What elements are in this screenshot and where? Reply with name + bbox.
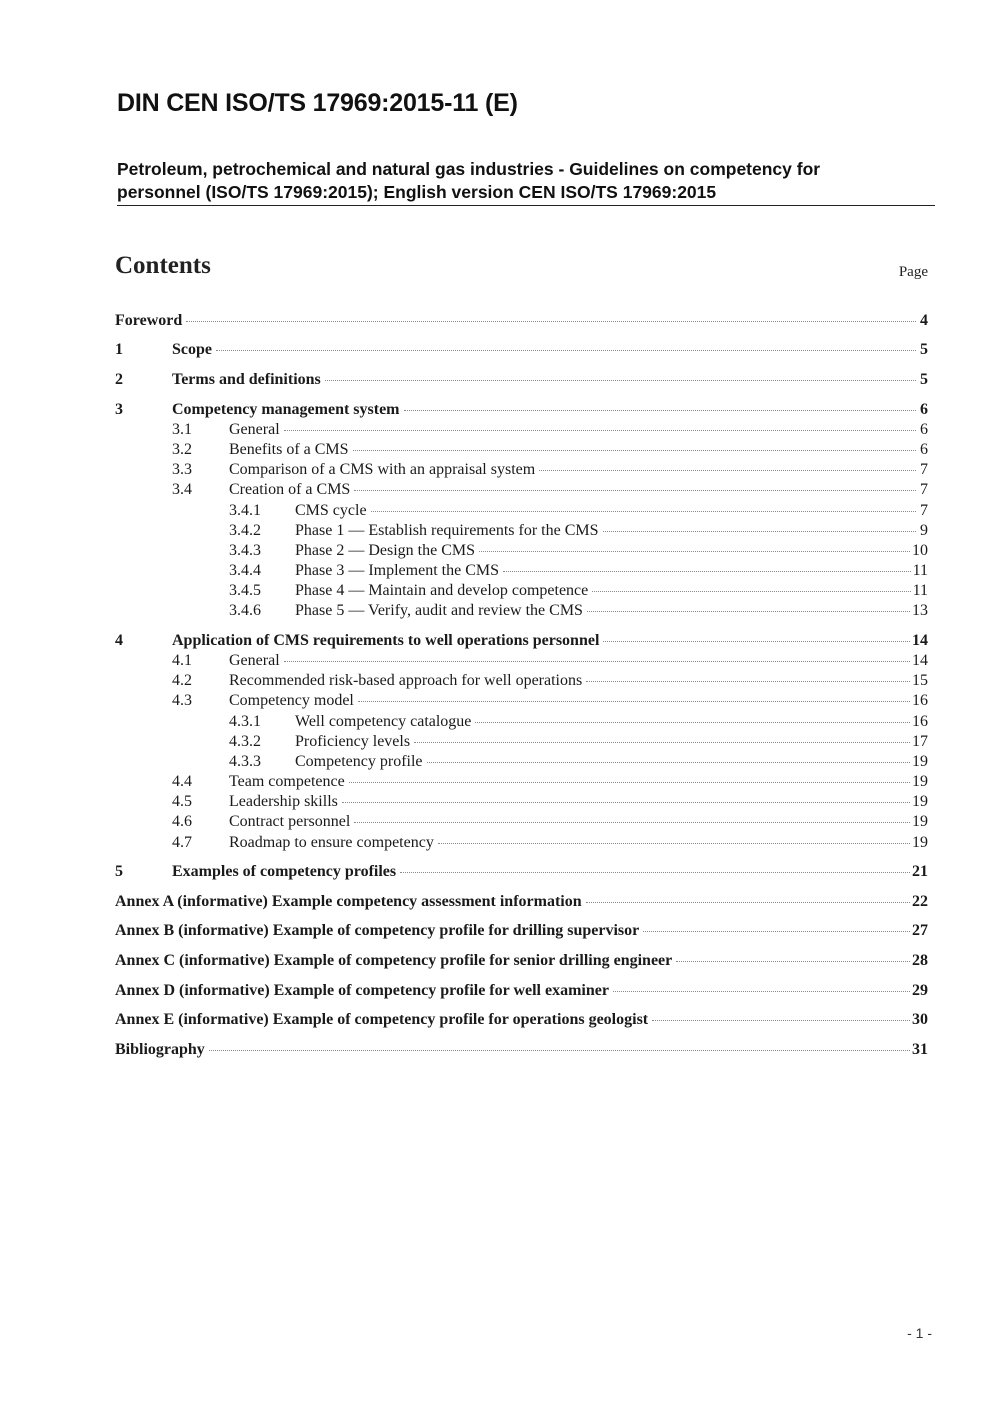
toc-entry-title	[295, 561, 501, 581]
toc-title-text: Recommended risk-based approach for well operations	[229, 672, 583, 689]
dot-leader	[592, 591, 910, 592]
dot-leader	[603, 641, 910, 642]
dot-leader	[427, 762, 910, 763]
toc-title-text: Well competency catalogue	[295, 713, 472, 730]
toc-entry[interactable]	[0, 951, 992, 971]
toc-title-text: Roadmap to ensure competency	[229, 834, 434, 851]
toc-entry-page: 22	[912, 893, 928, 910]
toc-title-text: Phase 1 — Establish requirements for the CMS	[295, 522, 599, 539]
toc-title-text: Phase 5 — Verify, audit and review the CMS	[295, 602, 583, 619]
toc-entry-title	[229, 440, 351, 460]
toc-title-text: Comparison of a CMS with an appraisal system	[229, 461, 536, 478]
toc-entry-page: 16	[912, 692, 928, 709]
toc-entry-page: 19	[912, 834, 928, 851]
toc-entry-page: 19	[912, 793, 928, 810]
toc-entry-title	[229, 651, 282, 671]
toc-entry-number: 3.3	[172, 461, 192, 478]
subtitle-line-1: Petroleum, petrochemical and natural gas industries - Guidelines on competency for	[117, 159, 821, 179]
dot-leader	[613, 991, 910, 992]
toc-title-text: General	[229, 421, 280, 438]
toc-title-text: Proficiency levels	[295, 733, 411, 750]
toc-entry-number: 4.2	[172, 672, 192, 689]
dot-leader	[284, 661, 910, 662]
page-number: - 1 -	[907, 1325, 932, 1341]
toc-entry-title	[172, 370, 323, 390]
toc-entry-title	[115, 892, 584, 912]
dot-leader	[216, 350, 916, 351]
toc-entry-title	[172, 340, 214, 360]
toc-entry-number: 5	[115, 863, 123, 880]
toc-entry[interactable]	[0, 921, 992, 941]
toc-entry-page: 19	[912, 813, 928, 830]
toc-title-text: Team competence	[229, 773, 345, 790]
annex-title: Example competency assessment information	[271, 893, 582, 910]
toc-entry[interactable]	[0, 440, 992, 460]
toc-entry-number: 4.3.2	[229, 733, 261, 750]
toc-entry-page: 31	[912, 1041, 928, 1058]
dot-leader	[209, 1050, 910, 1051]
dot-leader	[349, 782, 910, 783]
toc-entry-page: 27	[912, 922, 928, 939]
toc-entry[interactable]	[0, 792, 992, 812]
toc-entry-page: 7	[920, 481, 928, 498]
dot-leader	[676, 961, 910, 962]
toc-entry-page: 14	[912, 652, 928, 669]
annex-label: Annex A (informative)	[115, 893, 268, 910]
toc-entry[interactable]	[0, 772, 992, 792]
toc-entry-title	[172, 862, 398, 882]
dot-leader	[586, 681, 910, 682]
dot-leader	[325, 380, 916, 381]
document-subtitle	[117, 158, 935, 204]
toc-entry-title	[295, 752, 425, 772]
toc-entry-title	[229, 792, 340, 812]
toc-title-text: General	[229, 652, 280, 669]
toc-entry[interactable]	[0, 671, 992, 691]
dot-leader	[404, 410, 916, 411]
toc-entry-number: 4.3	[172, 692, 192, 709]
annex-title: Example of competency profile for drilling supervisor	[272, 922, 640, 939]
toc-entry-title	[172, 400, 402, 420]
toc-entry-title	[229, 671, 584, 691]
toc-title-text: Contract personnel	[229, 813, 351, 830]
annex-label: Annex E (informative)	[115, 1011, 269, 1028]
toc-entry-page: 5	[920, 371, 928, 388]
annex-title: Example of competency profile for well examiner	[273, 982, 609, 999]
dot-leader	[652, 1020, 910, 1021]
toc-entry[interactable]	[0, 581, 992, 601]
toc-entry-page: 11	[912, 562, 928, 579]
toc-entry-number: 2	[115, 371, 123, 388]
toc-entry[interactable]	[0, 340, 992, 360]
page-column-label: Page	[898, 264, 928, 280]
annex-label: Annex C (informative)	[115, 952, 270, 969]
dot-leader	[354, 822, 910, 823]
toc-entry-page: 15	[912, 672, 928, 689]
toc-title-text: Competency profile	[295, 753, 423, 770]
toc-entry-page: 10	[912, 542, 928, 559]
toc-entry-number: 3.4.3	[229, 542, 261, 559]
toc-entry[interactable]	[0, 480, 992, 500]
toc-entry-number: 4.5	[172, 793, 192, 810]
toc-entry-number: 3.2	[172, 441, 192, 458]
toc-entry[interactable]	[0, 691, 992, 711]
annex-title: Example of competency profile for senior drilling engineer	[273, 952, 673, 969]
toc-entry-page: 6	[920, 441, 928, 458]
toc-entry[interactable]	[0, 833, 992, 853]
toc-entry-page: 6	[920, 401, 928, 418]
toc-entry-number: 3.4.4	[229, 562, 261, 579]
toc-entry-page: 19	[912, 773, 928, 790]
toc-entry[interactable]	[0, 311, 992, 331]
toc-entry-title	[295, 601, 585, 621]
subtitle-line-2: personnel (ISO/TS 17969:2015); English version CEN ISO/TS 17969:2015	[117, 182, 717, 202]
toc-entry-page: 4	[920, 312, 928, 329]
annex-label: Annex B (informative)	[115, 922, 269, 939]
toc-title-text: Creation of a CMS	[229, 481, 351, 498]
toc-entry-page: 11	[912, 582, 928, 599]
toc-title-text: Competency model	[229, 692, 354, 709]
dot-leader	[186, 321, 916, 322]
dot-leader	[354, 490, 916, 491]
toc-entry[interactable]	[0, 400, 992, 420]
toc-entry[interactable]	[0, 1010, 992, 1030]
toc-entry[interactable]	[0, 601, 992, 621]
toc-entry[interactable]	[0, 752, 992, 772]
toc-entry[interactable]	[0, 812, 992, 832]
toc-title-text: Examples of competency profiles	[172, 863, 397, 880]
toc-title-text: Application of CMS requirements to well operations personnel	[172, 632, 600, 649]
dot-leader	[353, 450, 916, 451]
toc-title-text: Phase 3 — Implement the CMS	[295, 562, 499, 579]
toc-entry[interactable]	[0, 1040, 992, 1060]
toc-title-text: Scope	[172, 341, 212, 358]
dot-leader	[587, 611, 910, 612]
toc-entry-page: 19	[912, 753, 928, 770]
toc-entry-number: 3.4.5	[229, 582, 261, 599]
dot-leader	[643, 931, 910, 932]
toc-entry-page: 17	[912, 733, 928, 750]
toc-entry-title	[229, 691, 356, 711]
toc-entry-title	[229, 420, 282, 440]
toc-entry[interactable]	[0, 732, 992, 752]
dot-leader	[358, 701, 910, 702]
toc-title-text: Bibliography	[115, 1041, 205, 1058]
toc-entry-page: 7	[920, 502, 928, 519]
toc-entry-number: 4.6	[172, 813, 192, 830]
title-divider	[117, 205, 935, 206]
contents-heading: Contents	[115, 252, 211, 279]
toc-entry-page: 5	[920, 341, 928, 358]
toc-entry-title	[115, 981, 611, 1001]
toc-entry-number: 4.3.3	[229, 753, 261, 770]
toc-entry-number: 3	[115, 401, 123, 418]
toc-entry-page: 29	[912, 982, 928, 999]
toc-entry-title	[115, 311, 184, 331]
toc-entry-number: 3.1	[172, 421, 192, 438]
toc-entry[interactable]	[0, 561, 992, 581]
dot-leader	[603, 531, 916, 532]
toc-entry-title	[295, 541, 477, 561]
toc-entry-page: 16	[912, 713, 928, 730]
toc-entry-title	[115, 921, 641, 941]
toc-entry-title	[229, 460, 537, 480]
toc-entry-page: 9	[920, 522, 928, 539]
document-id: DIN CEN ISO/TS 17969:2015-11 (E)	[117, 89, 518, 117]
toc-entry-number: 4.3.1	[229, 713, 261, 730]
toc-title-text: Terms and definitions	[172, 371, 321, 388]
annex-title: Example of competency profile for operations geologist	[272, 1011, 649, 1028]
toc-entry-title	[295, 581, 590, 601]
toc-entry-page: 6	[920, 421, 928, 438]
toc-entry[interactable]	[0, 862, 992, 882]
toc-entry-title	[295, 521, 601, 541]
dot-leader	[503, 571, 911, 572]
toc-title-text: CMS cycle	[295, 502, 367, 519]
toc-entry-title	[229, 812, 352, 832]
toc-entry[interactable]	[0, 460, 992, 480]
toc-entry-page: 7	[920, 461, 928, 478]
toc-entry-number: 3.4.6	[229, 602, 261, 619]
dot-leader	[284, 430, 916, 431]
toc-entry[interactable]	[0, 541, 992, 561]
toc-entry-number: 3.4.1	[229, 502, 261, 519]
toc-entry-title	[115, 1040, 207, 1060]
toc-entry-page: 30	[912, 1011, 928, 1028]
toc-entry-title	[295, 712, 473, 732]
toc-title-text: Competency management system	[172, 401, 400, 418]
toc-entry[interactable]	[0, 651, 992, 671]
toc-entry-title	[229, 772, 347, 792]
toc-entry-title	[115, 1010, 650, 1030]
toc-entry-number: 1	[115, 341, 123, 358]
toc-entry-page: 21	[912, 863, 928, 880]
dot-leader	[400, 872, 910, 873]
toc-title-text: Phase 4 — Maintain and develop competence	[295, 582, 589, 599]
annex-label: Annex D (informative)	[115, 982, 270, 999]
toc-entry-title	[115, 951, 674, 971]
toc-title-text: Benefits of a CMS	[229, 441, 349, 458]
toc-entry[interactable]	[0, 981, 992, 1001]
toc-entry[interactable]	[0, 420, 992, 440]
toc-entry-number: 4.4	[172, 773, 192, 790]
toc-title-text: Phase 2 — Design the CMS	[295, 542, 475, 559]
dot-leader	[586, 902, 910, 903]
toc-entry-title	[229, 833, 436, 853]
dot-leader	[342, 802, 910, 803]
toc-entry-title	[229, 480, 352, 500]
toc-entry-number: 3.4.2	[229, 522, 261, 539]
toc-entry[interactable]	[0, 892, 992, 912]
toc-entry-number: 4	[115, 632, 123, 649]
dot-leader	[371, 511, 916, 512]
toc-entry[interactable]	[0, 631, 992, 651]
dot-leader	[475, 722, 910, 723]
toc-entry-title	[172, 631, 601, 651]
toc-entry-number: 4.1	[172, 652, 192, 669]
toc-entry[interactable]	[0, 501, 992, 521]
toc-entry-title	[295, 501, 369, 521]
toc-entry-number: 4.7	[172, 834, 192, 851]
dot-leader	[438, 843, 910, 844]
toc-title-text: Leadership skills	[229, 793, 338, 810]
toc-entry[interactable]	[0, 712, 992, 732]
dot-leader	[539, 470, 916, 471]
toc-entry-number: 3.4	[172, 481, 192, 498]
dot-leader	[479, 551, 910, 552]
toc-entry-page: 28	[912, 952, 928, 969]
toc-entry[interactable]	[0, 370, 992, 390]
toc-entry[interactable]	[0, 521, 992, 541]
toc-title-text: Foreword	[115, 312, 183, 329]
toc-entry-page: 14	[912, 632, 928, 649]
toc-entry-page: 13	[912, 602, 928, 619]
toc-entry-title	[295, 732, 412, 752]
dot-leader	[414, 742, 910, 743]
